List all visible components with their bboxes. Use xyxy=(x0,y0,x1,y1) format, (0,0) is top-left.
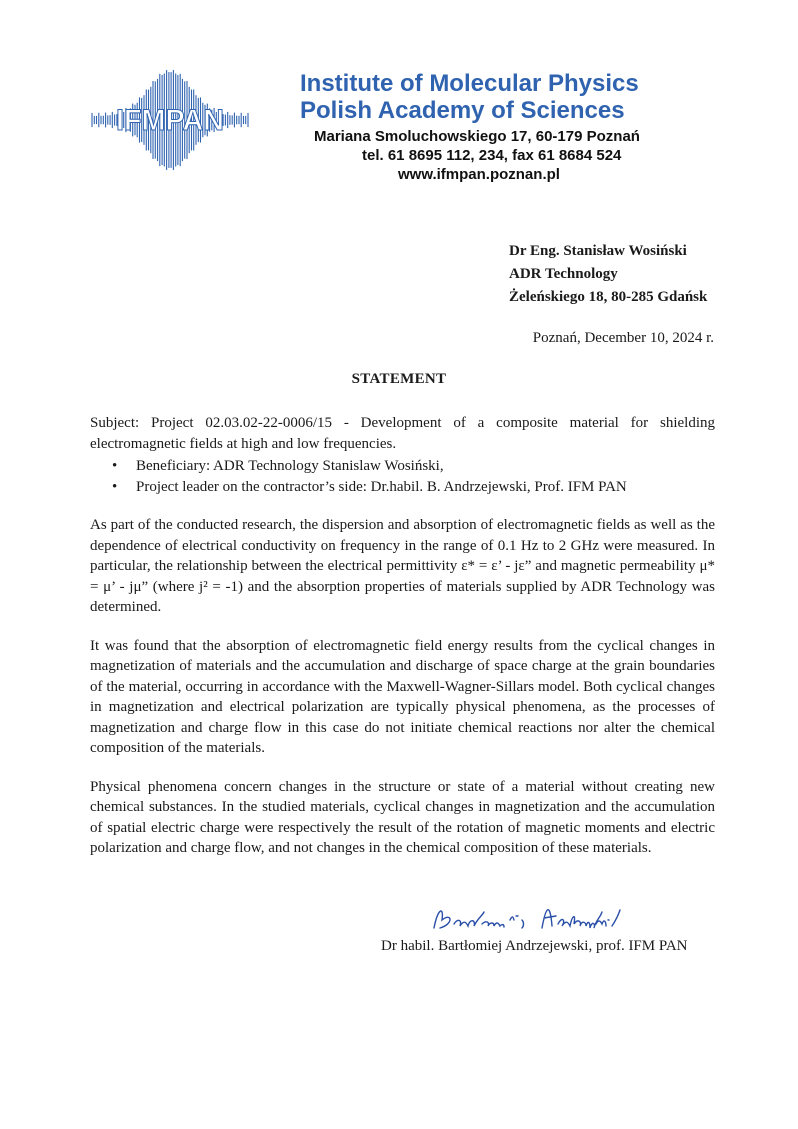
letter-body xyxy=(90,413,715,859)
institute-logo-graphic xyxy=(90,70,250,170)
list-item xyxy=(90,456,715,477)
institute-name-line1: Institute of Molecular Physics xyxy=(300,70,639,97)
recipient-name: Dr Eng. Stanisław Wosiński xyxy=(509,243,687,259)
handwritten-signature xyxy=(430,898,660,938)
paragraph-research: As part of the conducted research, the dispersion and absorption of electromagnetic fields as well as the dependence of electrical conductivity on frequency in the range of 0.1 Hz to 2 GHz were measured. In particular, the relationship between the electrical permittivity ε* = ε’ - jε” and magnetic permeability μ* = μ’ - jμ” (where j² = -1) and the absorption properties of materials supplied by ADR Technology was determined. xyxy=(90,517,715,615)
document-title: STATEMENT xyxy=(351,371,447,387)
letterhead xyxy=(300,70,770,184)
institute-logo xyxy=(90,70,250,170)
signatory-name: Dr habil. Bartłomiej Andrzejewski, prof. IFM PAN xyxy=(381,938,688,954)
letter-date: Poznań, December 10, 2024 r. xyxy=(532,330,714,346)
recipient-address: Żeleńskiego 18, 80-285 Gdańsk xyxy=(509,289,708,305)
institute-phone: tel. 61 8695 112, 234, fax 61 8684 524 xyxy=(362,147,622,164)
recipient-company: ADR Technology xyxy=(509,266,618,282)
bullet-icon: • xyxy=(112,458,118,474)
bullet-text: Project leader on the contractor’s side: Dr.habil. B. Andrzejewski, Prof. IFM PAN xyxy=(136,478,627,495)
bullet-text: Beneficiary: ADR Technology Stanislaw Wosiński, xyxy=(136,458,444,474)
signature-graphic xyxy=(430,898,660,938)
institute-address: Mariana Smoluchowskiego 17, 60-179 Poznań xyxy=(314,128,640,145)
paragraph-conclusion: Physical phenomena concern changes in the structure or state of a material without creating new chemical substances. In the studied materials, cyclical changes in magnetization and the accumulation of spatial electric charge were respectively the result of the rotation of magnetic moments and electric polarization and charge flow, and not changes in the chemical composition of these materials. xyxy=(90,778,715,856)
recipient-block xyxy=(509,240,707,309)
subject-line: Subject: Project 02.03.02-22-0006/15 - Development of a composite material for shielding electromagnetic fields at high and low frequencies. xyxy=(90,415,715,452)
list-item xyxy=(90,477,715,498)
paragraph-findings: It was found that the absorption of electromagnetic field energy results from the cyclical changes in magnetization of materials and the accumulation and discharge of space charge at the grain boundaries of the material, occurring in accordance with the Maxwell-Wagner-Sillars model. Both cyclical changes in magnetization and electrical polarization are typically physical phenomena, as the processes of magnetization and charge flow in this case do not initiate chemical reactions nor alter the chemical composition of the materials. xyxy=(90,637,715,756)
bullet-list xyxy=(90,456,715,497)
logo-text: IFMPAN xyxy=(116,104,224,137)
bullet-icon: • xyxy=(112,478,118,495)
institute-name-line2: Polish Academy of Sciences xyxy=(300,97,625,124)
institute-website: www.ifmpan.poznan.pl xyxy=(398,166,560,183)
